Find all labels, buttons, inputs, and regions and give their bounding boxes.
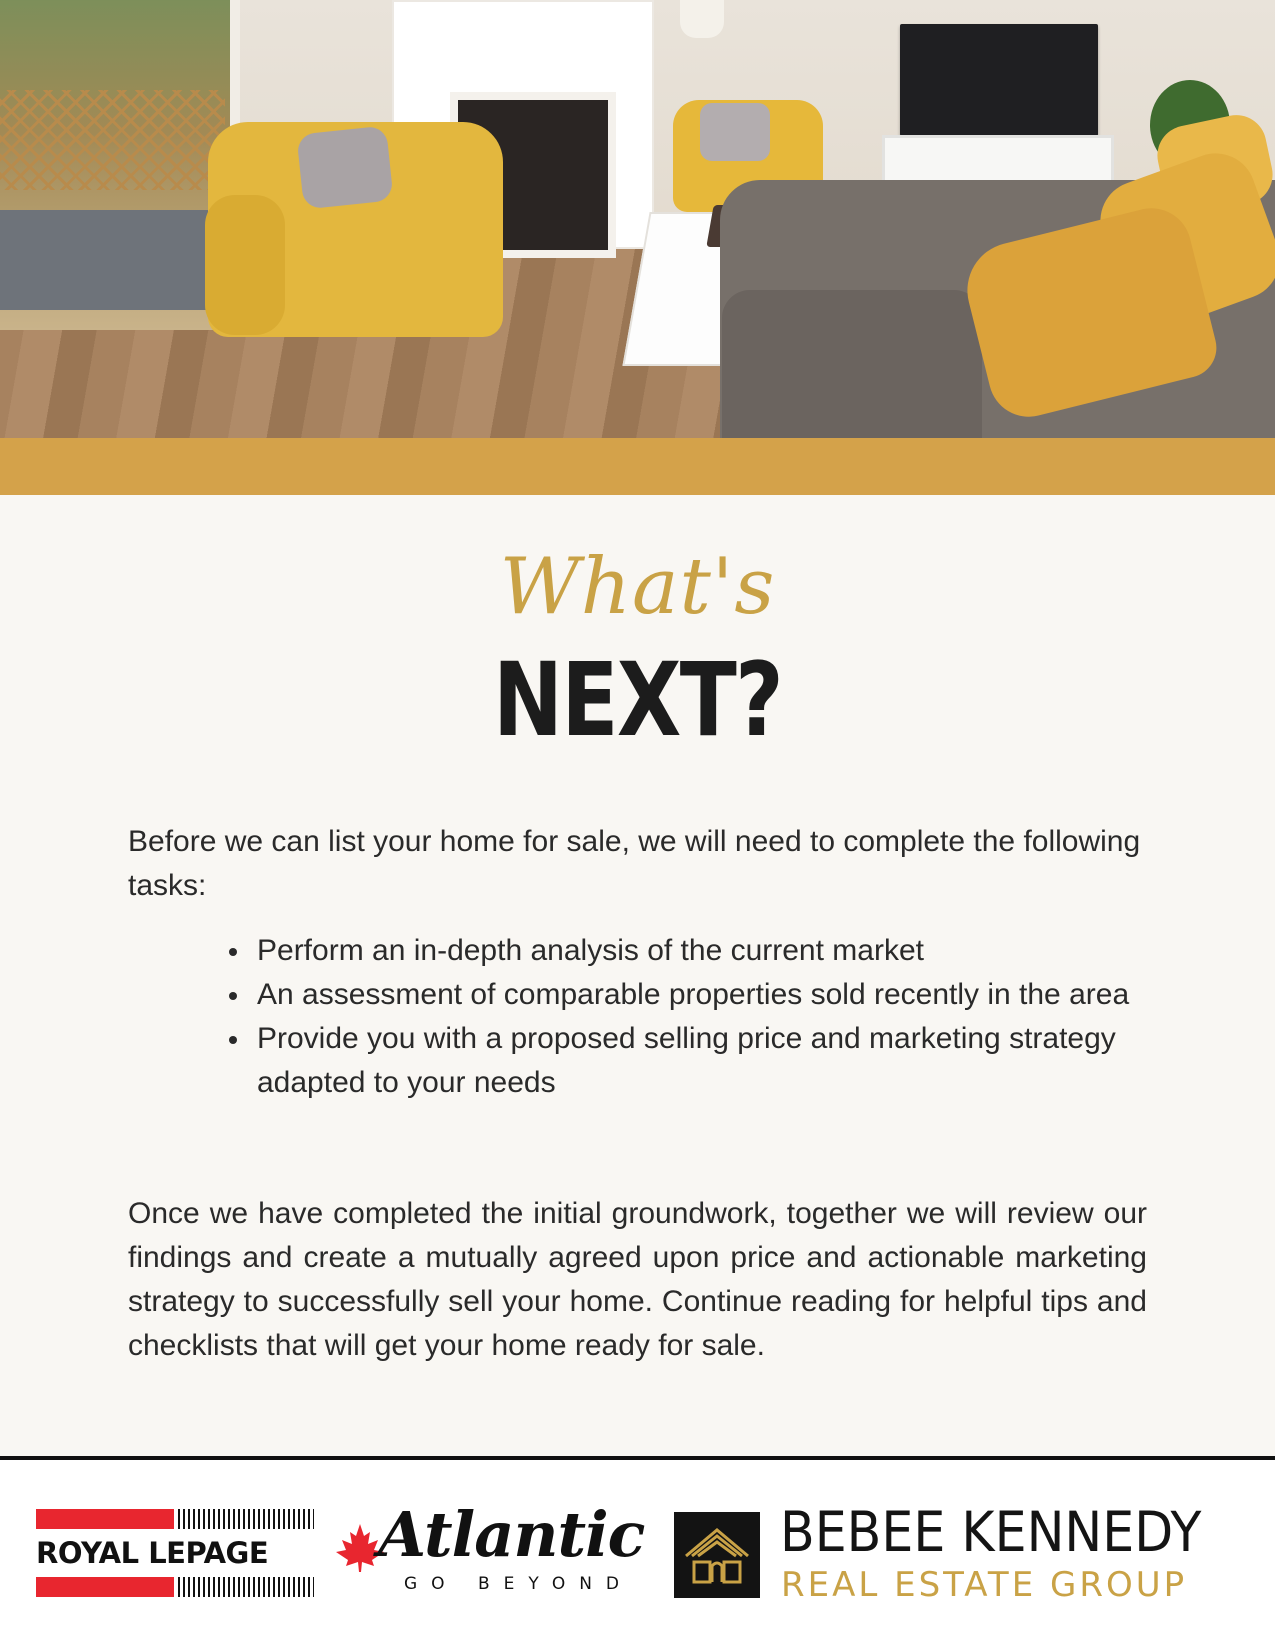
logo-barcode — [178, 1577, 314, 1597]
hero-photo — [0, 0, 1275, 438]
atlantic-logo — [334, 1498, 645, 1598]
pillow-front-chair — [296, 126, 393, 210]
porch-lattice — [0, 90, 225, 190]
outro-paragraph: Once we have completed the initial groundwork, together we will review our findings and create a mutually agreed upon price and actionable marketing strategy to successfully sell your home. Continue reading for helpful tips and checklists that will get your home ready for sale. — [128, 1197, 1147, 1362]
porch-rug — [0, 210, 220, 310]
task-list — [257, 929, 1147, 1105]
atlantic-tagline: GO BEYOND — [404, 1574, 634, 1594]
gold-band — [0, 438, 1275, 495]
house-icon — [674, 1512, 760, 1598]
intro-paragraph: Before we can list your home for sale, we will need to complete the following tasks: — [128, 825, 1141, 902]
list-item: Provide you with a proposed selling price and marketing strategy adapted to your needs — [257, 1017, 1147, 1105]
logo-barcode — [178, 1509, 314, 1529]
logo-red-bar — [36, 1509, 174, 1529]
list-item: Perform an in-depth analysis of the current market — [257, 929, 1147, 973]
bebee-kennedy-house-icon — [674, 1512, 760, 1598]
floor-lamp — [680, 0, 724, 38]
royal-lepage-logo — [36, 1509, 314, 1597]
pillow-back-chair — [700, 103, 770, 161]
armchair-front-arm — [205, 195, 285, 335]
sofa-arm — [722, 290, 982, 438]
bebee-kennedy-wordmark: BEBEE KENNEDY — [780, 1500, 1202, 1564]
television — [900, 24, 1098, 136]
royal-lepage-wordmark: ROYAL LEPAGE — [36, 1536, 269, 1570]
logo-red-bar — [36, 1577, 174, 1597]
heading-script: What's — [499, 542, 776, 632]
list-item: An assessment of comparable properties sold recently in the area — [257, 973, 1147, 1017]
real-estate-group-wordmark: REAL ESTATE GROUP — [781, 1565, 1188, 1605]
atlantic-wordmark: Atlantic — [378, 1498, 645, 1571]
page-title: NEXT? — [493, 641, 782, 760]
